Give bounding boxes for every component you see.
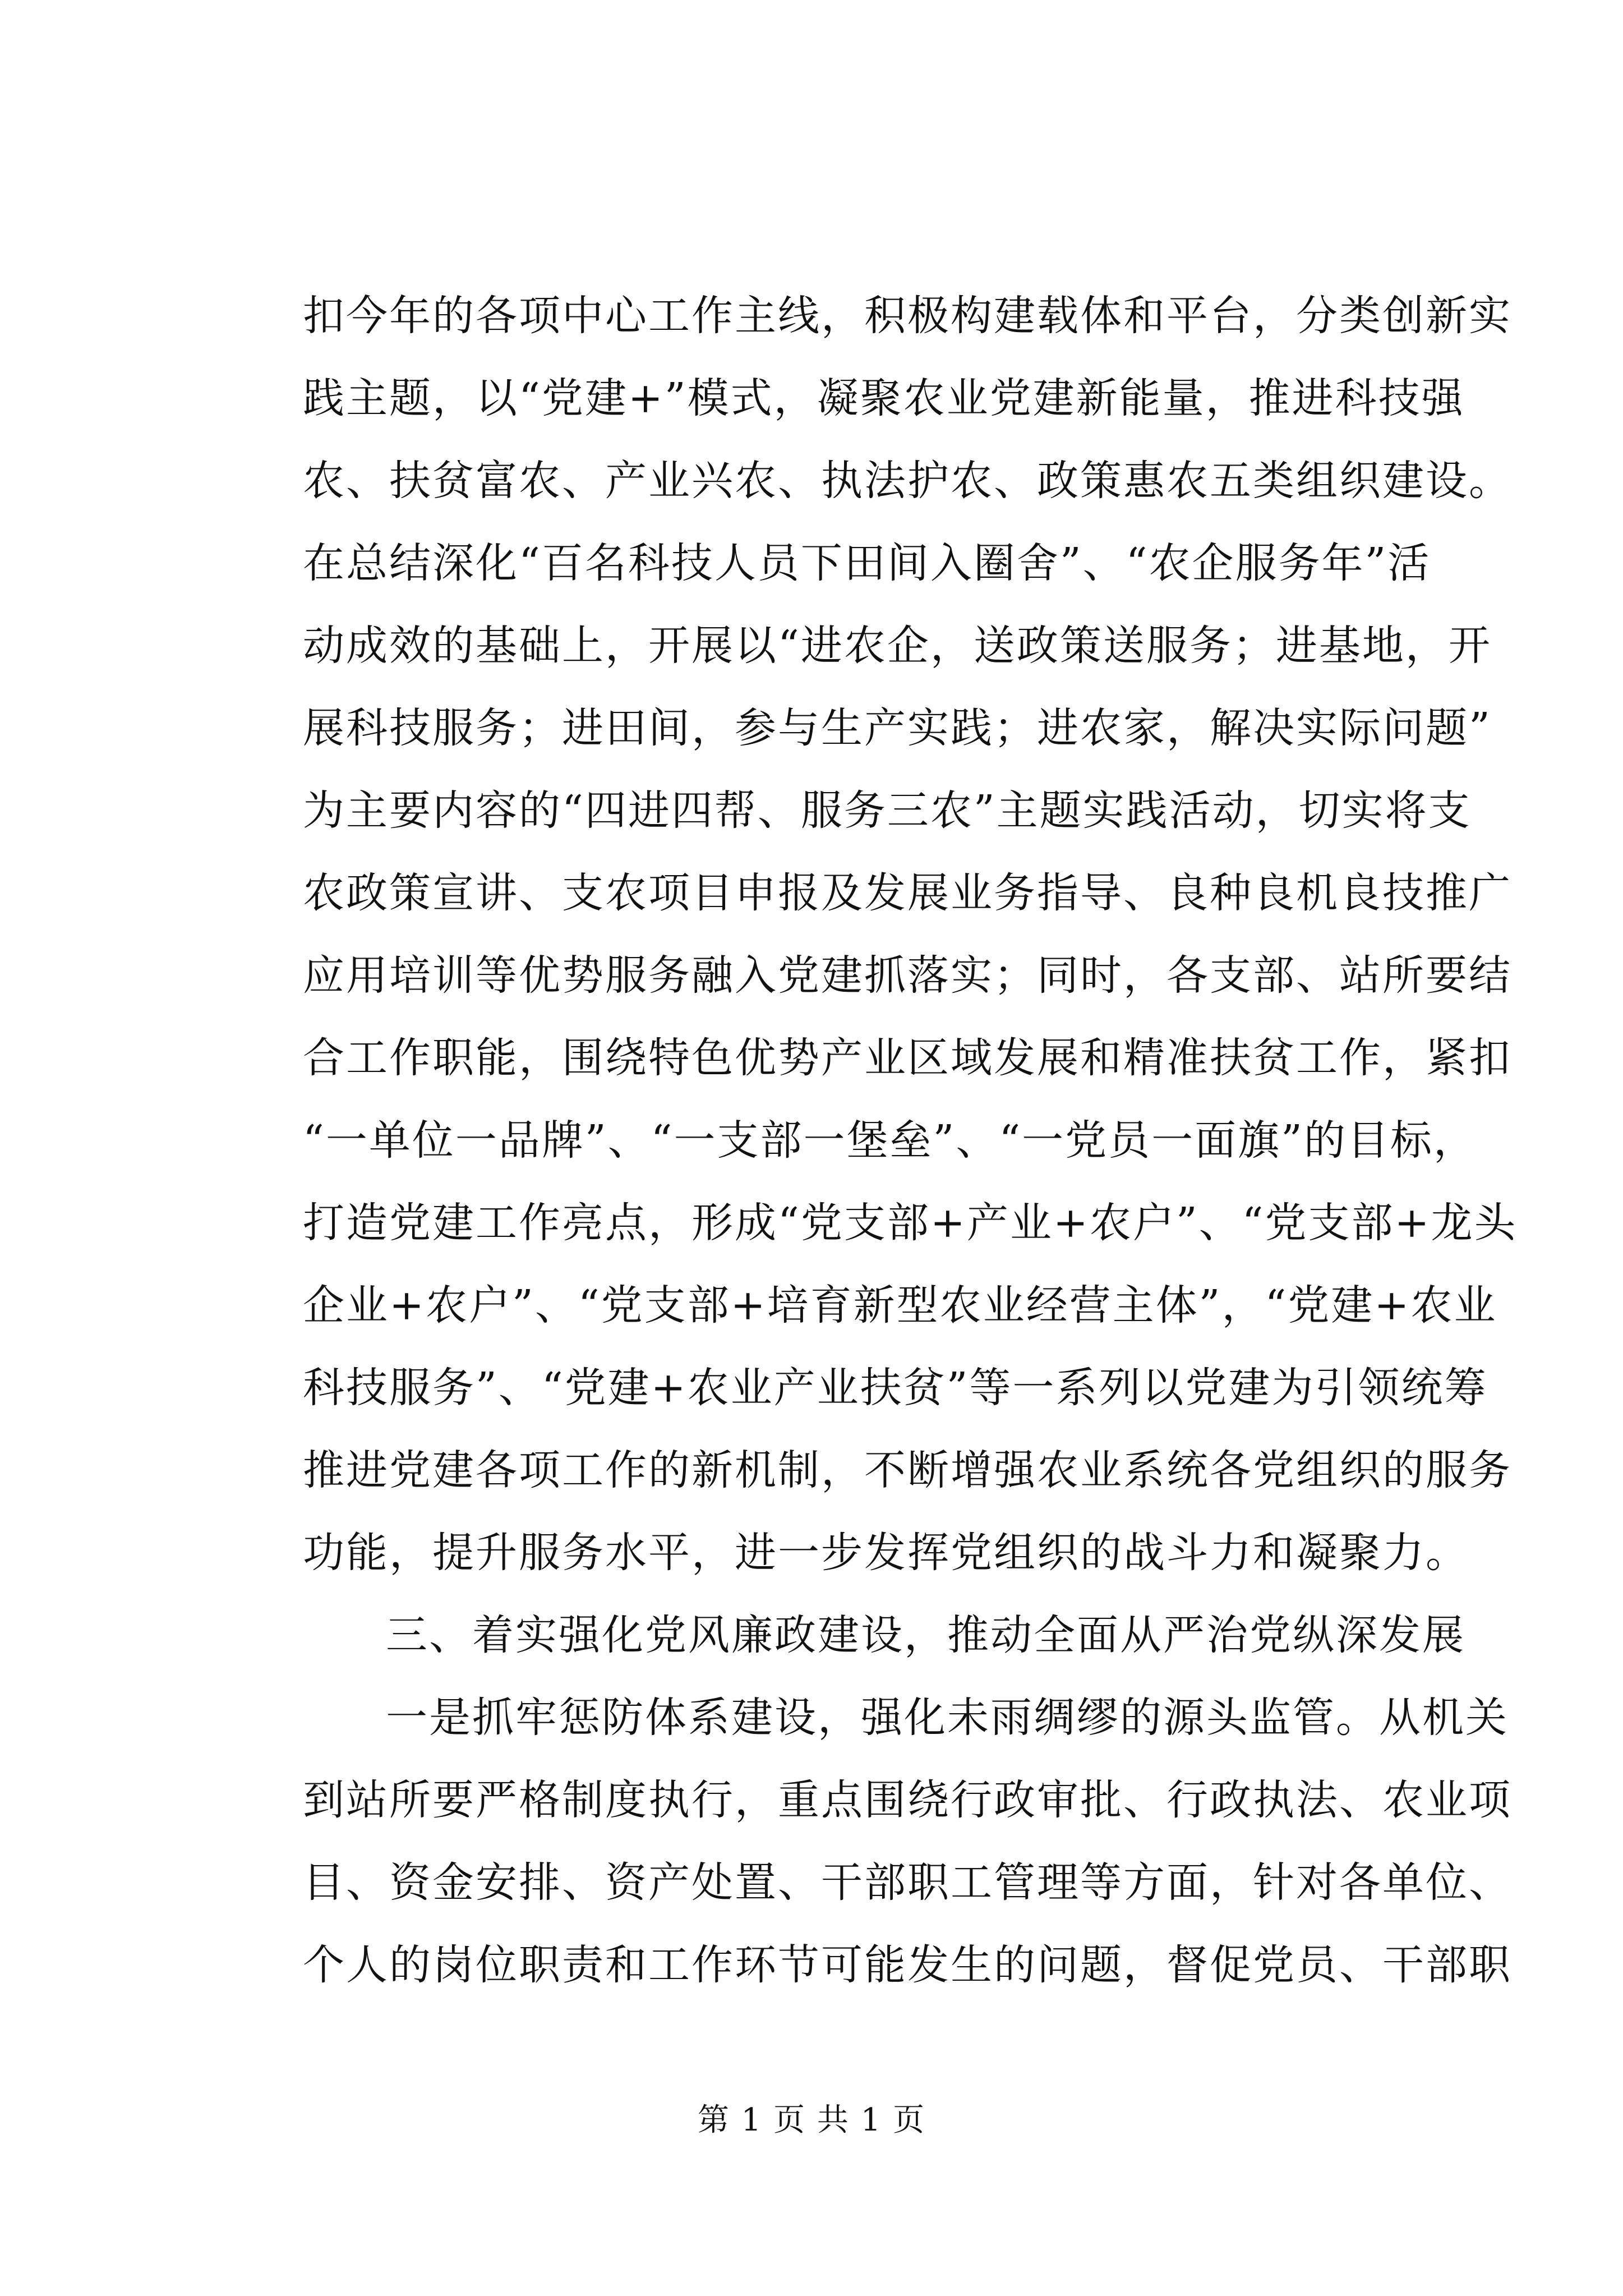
text-line: 推进党建各项工作的新机制，不断增强农业系统各党组织的服务 — [303, 1446, 1512, 1494]
section-heading: 三、着实强化党风廉政建设，推动全面从严治党纵深发展 — [386, 1611, 1465, 1659]
text-line: 为主要内容的“四进四帮、服务三农”主题实践活动，切实将支 — [303, 786, 1472, 835]
text-line: 践主题，以“党建+”模式，凝聚农业党建新能量，推进科技强 — [303, 374, 1465, 422]
text-line: 应用培训等优势服务融入党建抓落实；同时，各支部、站所要结 — [303, 951, 1512, 1000]
text-line: 在总结深化“百名科技人员下田间入圈舍”、“农企服务年”活 — [303, 539, 1431, 587]
text-line: 农、扶贫富农、产业兴农、执法护农、政策惠农五类组织建设。 — [303, 457, 1512, 505]
text-line: 科技服务”、“党建+农业产业扶贫”等一系列以党建为引领统筹 — [303, 1364, 1488, 1412]
text-line: 一是抓牢惩防体系建设，强化未雨绸缪的源头监管。从机关 — [386, 1694, 1509, 1742]
text-line: “一单位一品牌”、“一支部一堡垒”、“一党员一面旗”的目标， — [303, 1116, 1477, 1165]
text-line: 到站所要严格制度执行，重点围绕行政审批、行政执法、农业项 — [303, 1776, 1512, 1824]
text-line: 目、资金安排、资产处置、干部职工管理等方面，针对各单位、 — [303, 1858, 1512, 1907]
text-line: 农政策宣讲、支农项目申报及发展业务指导、良种良机良技推广 — [303, 869, 1512, 917]
text-line: 企业+农户”、“党支部+培育新型农业经营主体”，“党建+农业 — [303, 1281, 1497, 1329]
text-line: 打造党建工作亮点，形成“党支部+产业+农户”、“党支部+龙头 — [303, 1199, 1518, 1247]
text-line: 动成效的基础上，开展以“进农企，送政策送服务；进基地，开 — [303, 622, 1492, 670]
text-line: 合工作职能，围绕特色优势产业区域发展和精准扶贫工作，紧扣 — [303, 1034, 1512, 1082]
page-number-footer: 第 1 页 共 1 页 — [697, 2102, 926, 2138]
text-line: 展科技服务；进田间，参与生产实践；进农家，解决实际问题” — [303, 704, 1492, 752]
text-line: 扣今年的各项中心工作主线，积极构建载体和平台，分类创新实 — [303, 292, 1512, 340]
text-line: 个人的岗位职责和工作环节可能发生的问题，督促党员、干部职 — [303, 1941, 1512, 1989]
document-body — [303, 275, 1518, 2007]
text-line: 功能，提升服务水平，进一步发挥党组织的战斗力和凝聚力。 — [303, 1529, 1469, 1577]
